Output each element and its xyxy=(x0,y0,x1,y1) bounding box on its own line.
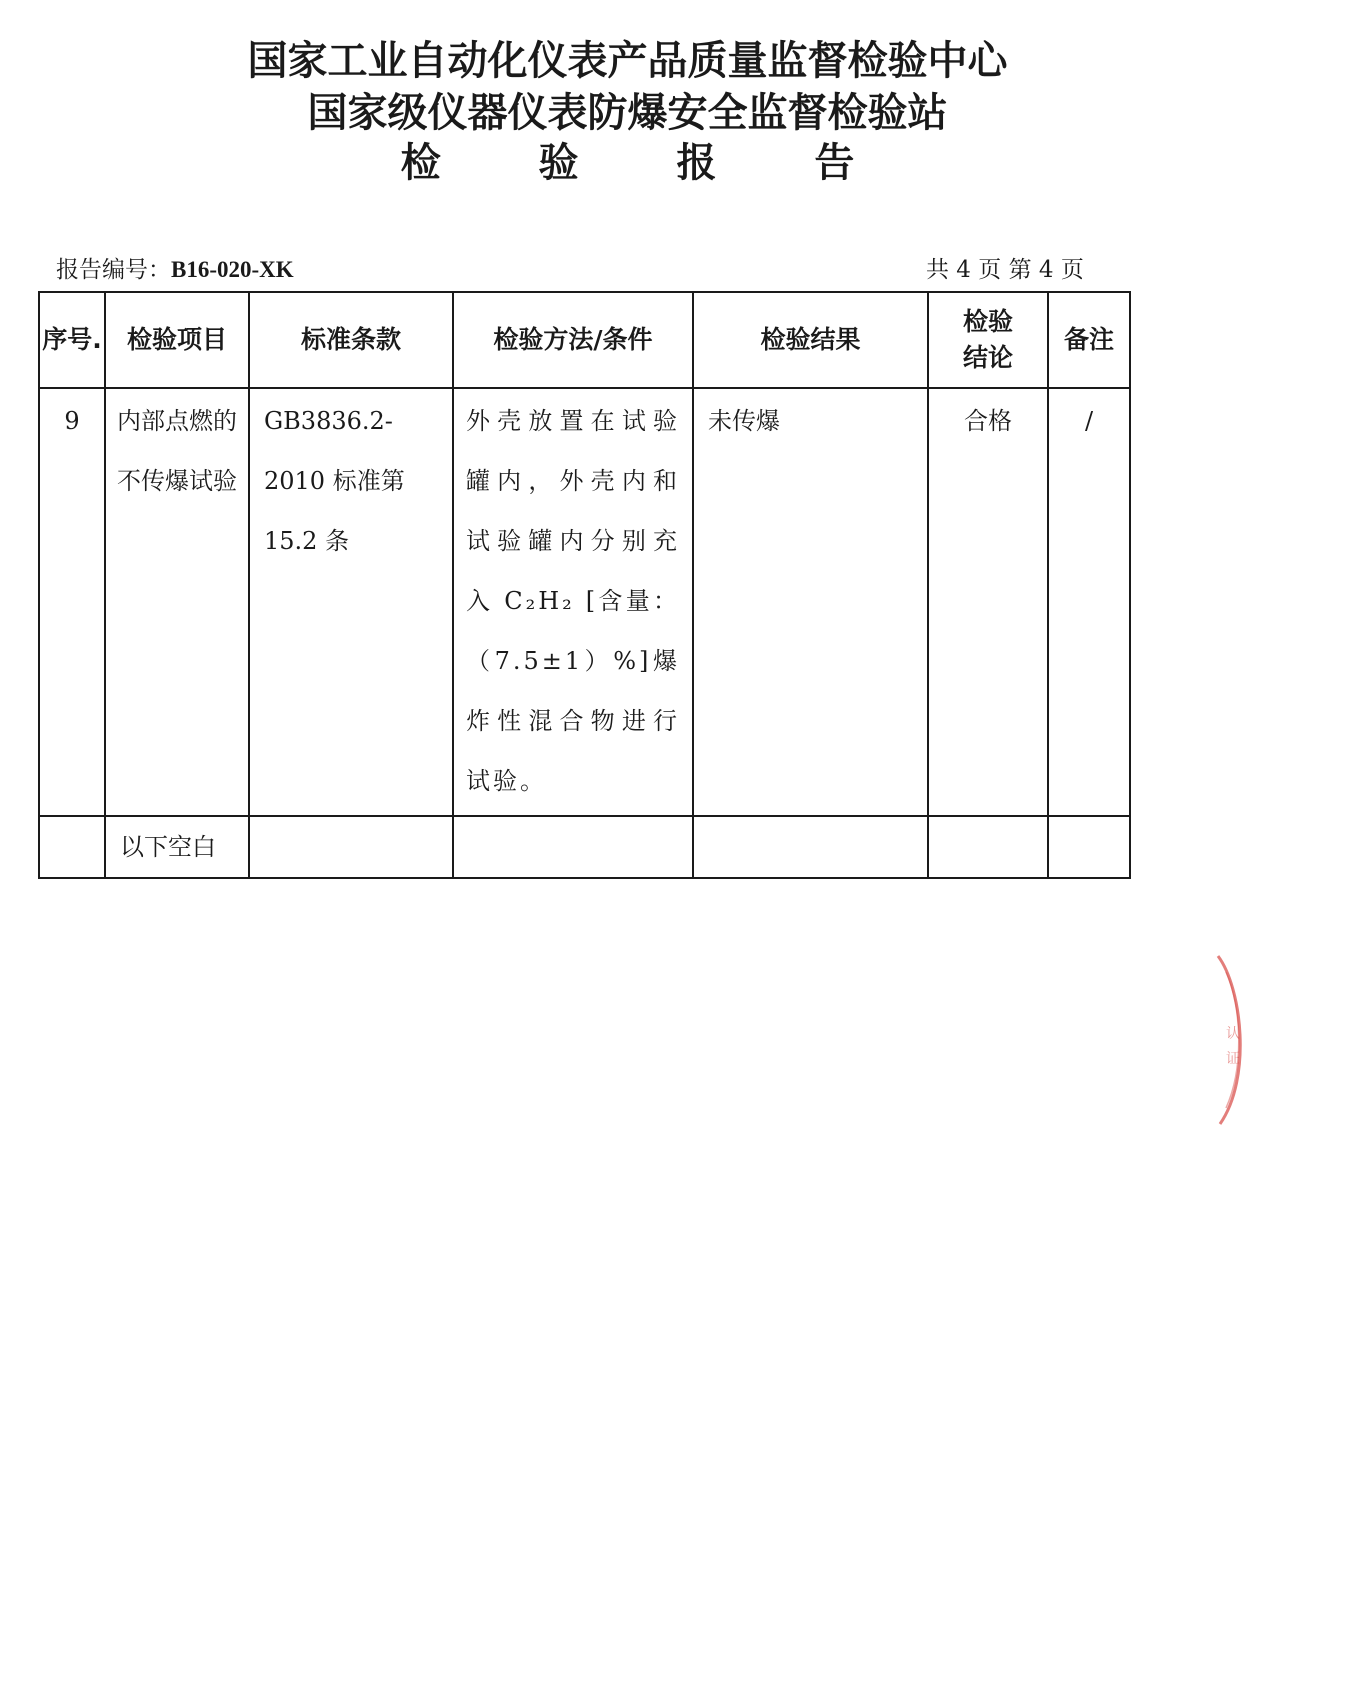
cell-remark: / xyxy=(1048,388,1130,816)
org-name-line1: 国家工业自动化仪表产品质量监督检验中心 xyxy=(247,38,1008,84)
org-name-line2: 国家级仪器仪表防爆安全监督检验站 xyxy=(307,90,948,136)
header-method: 检验方法/条件 xyxy=(453,292,693,388)
svg-text:证: 证 xyxy=(1226,1051,1240,1067)
cell-blank-clause xyxy=(249,816,453,878)
header-conclusion-text: 检验结论 xyxy=(962,307,1013,372)
cell-blank-remark xyxy=(1048,816,1130,878)
official-seal-fragment xyxy=(1212,948,1355,1128)
header-conclusion xyxy=(928,292,1048,388)
cell-blank-method xyxy=(453,816,693,878)
cell-result: 未传爆 xyxy=(693,388,928,816)
table-row-blank xyxy=(39,816,1130,878)
cell-item: 内部点燃的不传爆试验 xyxy=(105,388,249,816)
table-header-row xyxy=(39,292,1130,388)
table-row xyxy=(39,388,1130,816)
report-number-value: B16-020-XK xyxy=(171,257,294,282)
cell-clause: GB3836.2-2010 标准第 15.2 条 xyxy=(249,388,453,816)
cell-seq: 9 xyxy=(39,388,105,816)
header-result: 检验结果 xyxy=(693,292,928,388)
page-info: 共 4 页 第 4 页 xyxy=(926,257,1084,283)
cell-blank-result xyxy=(693,816,928,878)
cell-conclusion: 合格 xyxy=(928,388,1048,816)
header-remark: 备注 xyxy=(1048,292,1130,388)
cell-blank-conclusion xyxy=(928,816,1048,878)
cell-method: 外壳放置在试验罐内，外壳内和试验罐内分别充入 C₂H₂ [含量：（7.5±1）%]爆炸性混合物进行试验。 xyxy=(453,388,693,816)
report-title: 检 验 报 告 xyxy=(400,140,897,186)
report-number-label: 报告编号： xyxy=(56,257,171,283)
header-clause: 标准条款 xyxy=(249,292,453,388)
inspection-table xyxy=(38,291,1131,879)
cell-blank-seq xyxy=(39,816,105,878)
report-number xyxy=(56,252,294,288)
cell-blank-note: 以下空白 xyxy=(105,816,249,878)
header-item: 检验项目 xyxy=(105,292,249,388)
header-seq: 序号. xyxy=(39,292,105,388)
svg-text:认: 认 xyxy=(1226,1026,1240,1042)
